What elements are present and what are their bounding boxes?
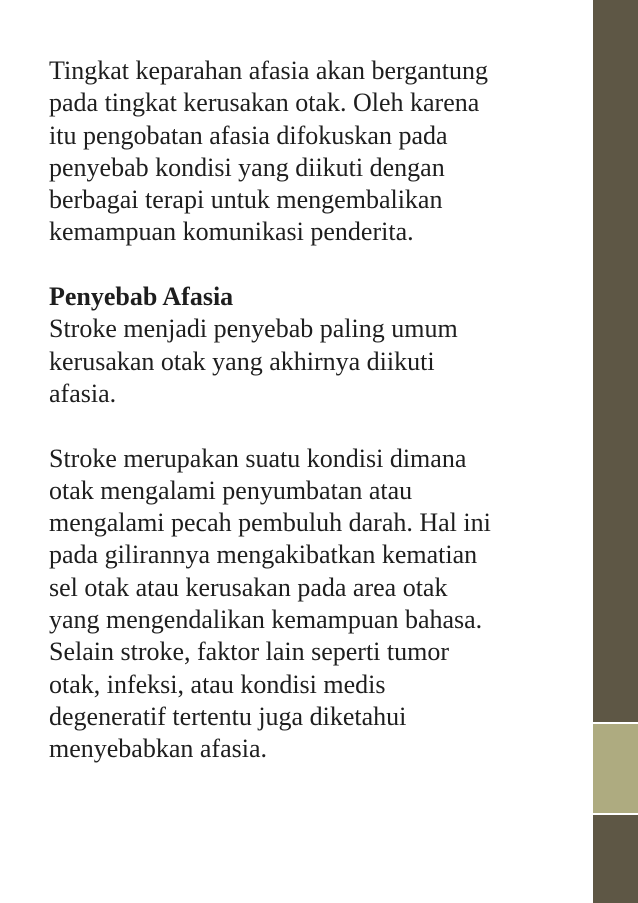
text-line: Selain stroke, faktor lain seperti tumor — [49, 637, 450, 667]
text-line: berbagai terapi untuk mengembalikan — [49, 185, 443, 215]
paragraph-spacer — [49, 410, 579, 442]
text-line: otak mengalami penyumbatan atau — [49, 475, 413, 505]
text-line: mengalami pecah pembuluh darah. Hal ini — [49, 508, 491, 538]
text-line: itu pengobatan afasia difokuskan pada — [49, 120, 448, 150]
text-line: Stroke menjadi penyebab paling umum — [49, 314, 458, 344]
stroke-paragraph — [49, 443, 579, 766]
text-line: pada tingkat kerusakan otak. Oleh karena — [49, 88, 480, 118]
text-line: menyebabkan afasia. — [49, 734, 268, 764]
text-line: afasia. — [49, 378, 117, 408]
text-line: kemampuan komunikasi penderita. — [49, 217, 414, 247]
sidebar-dark-segment-bottom — [593, 815, 638, 903]
paragraph-spacer — [49, 249, 579, 281]
document-body — [49, 55, 579, 766]
text-line: kerusakan otak yang akhirnya diikuti — [49, 346, 435, 376]
text-line: yang mengendalikan kemampuan bahasa. — [49, 605, 483, 635]
decorative-sidebar — [593, 0, 638, 903]
text-line: degeneratif tertentu juga diketahui — [49, 701, 407, 731]
text-line: pada gilirannya mengakibatkan kematian — [49, 540, 478, 570]
sidebar-light-segment — [593, 724, 638, 813]
cause-paragraph — [49, 313, 579, 410]
text-line: sel otak atau kerusakan pada area otak — [49, 572, 448, 602]
text-line: penyebab kondisi yang diikuti dengan — [49, 152, 445, 182]
intro-paragraph — [49, 55, 579, 249]
text-line: Stroke merupakan suatu kondisi dimana — [49, 443, 467, 473]
section-heading: Penyebab Afasia — [49, 282, 234, 312]
text-line: Tingkat keparahan afasia akan bergantung — [49, 56, 488, 85]
text-line: otak, infeksi, atau kondisi medis — [49, 669, 386, 699]
sidebar-dark-segment — [593, 0, 638, 722]
